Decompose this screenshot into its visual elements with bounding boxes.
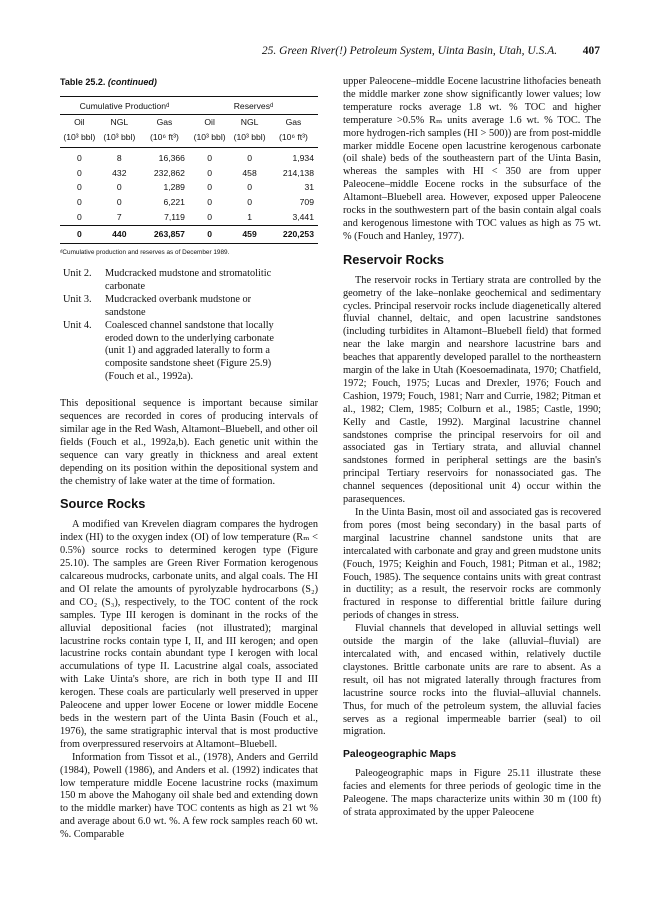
unit-list-item xyxy=(60,320,318,385)
table-group-header-row xyxy=(60,96,318,114)
unit-header: (10⁶ ft³) xyxy=(269,130,318,147)
total-cell: 0 xyxy=(189,226,230,244)
table-column-header-row xyxy=(60,114,318,129)
body-paragraph: Fluvial channels that developed in alluvial settings well outside the margin of the lake (alluvial–fluvial) are intercalated with, and encased within, relatively ductile claystones. Brittle carbonate units are rare to absent. As a result, oil has not migrated laterally through fractures from lacustrine source rocks into the fluvial–alluvial channels. Thus, for much of the petroleum system, the alluvial facies serves as a regional impermeable barrier (seal) to oil migration. xyxy=(343,623,601,738)
table-cell: 0 xyxy=(76,167,82,178)
table-cell: 1 xyxy=(247,212,252,223)
table-cell: 0 xyxy=(247,182,252,193)
table-caption-label: Table 25.2. xyxy=(60,77,106,87)
unit-label: Unit 2. xyxy=(63,267,92,279)
body-paragraph: A modified van Krevelen diagram compares the hydrogen index (HI) to the oxygen index (OI) of low temperature (Rₘ < 0.5%) source rocks to determined kerogen type (Figure 25.10). The samples are Green River Formation kerogenous calcareous mudrocks, carbonate units, and algal coals. The HI and OI relate the amounts of pyrolyzable hydrocarbons (S₂) and CO₂ (S₃), respectively, to the TOC content of the rock samples. Type III kerogen is dominant in the rocks of the alluvial depositional facies (not illustrated); marginal lacustrine rocks contain type I, II, and III kerogen; and open lacustrine rocks contain abundant type I kerogen with local accumulations of type II. Lacustrine algal coals, associated with Lake Uinta's shore, are rich in both type II and III kerogen. These coals are particularly well preserved in upper Paleocene and upper lower Eocene or lower middle Eocene beds in the western part of the Uinta Basin (Fouch et al., 1976), the same stratigraphic interval that is most productive from overpressured reservoirs at Altamont–Bluebell. xyxy=(60,519,318,750)
subsection-heading-paleogeographic-maps: Paleogeographic Maps xyxy=(343,749,457,761)
body-paragraph: Information from Tissot et al., (1978), Anders and Gerrild (1984), Powell (1986), and Anders et al. (1992) indicates that low temperature middle Eocene lacustrine rocks (maximum 150 m above the Mahogany oil shale bed and extending down to the middle marker) have TOC contents as high as 21 wt % and average about 6.0 wt. %. A few rock samples reach 60 wt. %. Comparable xyxy=(60,751,318,841)
table-cell: 1,934 xyxy=(292,152,314,163)
table-cell: 709 xyxy=(299,197,314,208)
table-cell: 7 xyxy=(116,212,122,223)
unit-description: Coalesced channel sandstone that locally eroded down to the underlying carbonate (unit 1) and aggraded laterally to form a composite sandstone sheet (Figure 25.9) (Fouch et al., 1992a). xyxy=(105,319,274,383)
total-cell: 220,253 xyxy=(269,226,318,244)
group-header-reserves: Reservesᵈ xyxy=(189,96,318,114)
table-cell: 3,441 xyxy=(292,212,314,223)
column-header: NGL xyxy=(240,116,259,127)
unit-header: (10⁶ ft³) xyxy=(140,130,189,147)
column-header: Gas xyxy=(285,116,302,127)
left-column xyxy=(60,76,318,842)
table-row xyxy=(60,195,318,210)
depositional-unit-list xyxy=(60,268,318,384)
right-column xyxy=(343,76,601,820)
total-cell: 459 xyxy=(230,226,269,244)
table-cell: 0 xyxy=(207,212,212,223)
table-cell: 0 xyxy=(116,197,122,208)
unit-label: Unit 3. xyxy=(63,293,92,305)
unit-label: Unit 4. xyxy=(63,319,92,331)
table-row xyxy=(60,180,318,195)
body-paragraph: This depositional sequence is important because similar sequences are recorded in cores of producing intervals of similar age in the Red Wash, Altamont–Bluebell, and other oil fields (Fouch et al., 1992a,b). Each genetic unit within the sequence can vary greatly in thickness and areal extent depending on its position within the depositional system and the chemistry of lake water at the time of formation. xyxy=(60,398,318,487)
table-caption-continued: (continued) xyxy=(107,77,157,87)
table-cell: 0 xyxy=(116,182,122,193)
body-paragraph: Paleogeographic maps in Figure 25.11 illustrate these facies and elements for three periods of geologic time in the Paleogene. The maps characterize units within 30 m (100 ft) of strata approximated by the upper Paleocene xyxy=(343,768,601,818)
table-cell: 0 xyxy=(207,182,212,193)
table-cell: 432 xyxy=(112,167,127,178)
group-header-production: Cumulative Productionᵈ xyxy=(60,96,189,114)
table-row xyxy=(60,210,318,225)
unit-list-item xyxy=(60,268,318,294)
table-footnote: ᵈCumulative production and reserves as of December 1989. xyxy=(60,249,230,257)
table-cell: 8 xyxy=(116,152,122,163)
section-heading-reservoir-rocks: Reservoir Rocks xyxy=(343,251,445,267)
page-number: 407 xyxy=(582,45,600,57)
unit-header: (10³ bbl) xyxy=(60,130,99,147)
table-cell: 7,119 xyxy=(164,212,185,223)
total-cell: 440 xyxy=(99,226,140,244)
body-paragraph: In the Uinta Basin, most oil and associated gas is recovered from pores (most being secondary) in the basal parts of marginal lacustrine channel sandstone units that are intercalated with carbonate and gray and green mudstone units (Fouch, 1975; Keighin and Fouch, 1981; Pitman et al., 1982; Fouch, 1985). The sequence contains units with great contrast in ductility; as a result, the reservoir rocks are commonly fractured in response to differential brittle failure during periods of changes in stress. xyxy=(343,507,601,622)
table-cell: 458 xyxy=(242,167,257,178)
column-header: NGL xyxy=(110,116,129,127)
unit-header: (10³ bbl) xyxy=(189,130,230,147)
running-head xyxy=(60,45,600,57)
unit-header: (10³ bbl) xyxy=(230,130,269,147)
table-cell: 0 xyxy=(247,152,252,163)
table-cell: 0 xyxy=(207,167,212,178)
production-reserves-table xyxy=(60,96,318,244)
table-cell: 0 xyxy=(76,212,82,223)
unit-description: Mudcracked overbank mudstone or sandstone xyxy=(105,293,252,318)
table-cell: 0 xyxy=(207,152,212,163)
table-caption xyxy=(60,76,318,89)
running-title: 25. Green River(!) Petroleum System, Uinta Basin, Utah, U.S.A. xyxy=(261,45,558,57)
table-row xyxy=(60,147,318,165)
table-cell: 0 xyxy=(76,197,82,208)
table-unit-header-row xyxy=(60,130,318,147)
unit-list-item xyxy=(60,294,318,320)
table-cell: 0 xyxy=(247,197,252,208)
body-paragraph: upper Paleocene–middle Eocene lacustrine lithofacies beneath the middle marker zone show significantly lower values; low temperature rocks average 1.8 wt. % TOC and higher temperature >0.5% Rₘ units average 1.6 wt. % TOC. The more hydrogen-rich samples (HI > 500)) are from post-middle marker middle Eocene open lacustrine kerogenous carbonate (oil shale) beds of the southeastern part of the Uinta Basin, whereas the samples with HI < 350 are from upper Paleocene–middle Eocene rocks in the subsurface of the Altamont–Bluebell area. However, exposed upper Paleocene rocks in the southwestern part of the basin contain algal coals and kerogenous limestone with TOC values as high as 75 wt. % (Fouch and Hanley, 1977). xyxy=(343,76,601,242)
table-cell: 214,138 xyxy=(282,167,314,178)
total-cell: 263,857 xyxy=(140,226,189,244)
total-cell: 0 xyxy=(60,226,99,244)
table-total-row xyxy=(60,226,318,244)
column-header: Gas xyxy=(156,116,173,127)
column-header: Oil xyxy=(204,116,215,127)
table-cell: 0 xyxy=(76,152,82,163)
table-cell: 31 xyxy=(304,182,314,193)
body-paragraph: The reservoir rocks in Tertiary strata are controlled by the geometry of the lake–nonlake geochemical and sedimentary cycles. Principal reservoir rocks include diagenetically altered fluvial channel, deltaic, and open lacustrine sandstones (including turbidites in Altamont–Bluebell field) that formed near the lake margin and nearshore lacustrine bars and beaches that apparently developed parallel to the northeastern margin of the lake in Utah (Koesoemadinata, 1970; Chatfield, 1972; Fouch, 1975; Lucas and Drexler, 1976; Fouch and Cashion, 1979; Fouch, 1981; Narr and Currie, 1982; Pitman et al., 1982; Clem, 1985; Colburn et al., 1985; Castle, 1990; Kelly and Castle, 1992). Marginal lacustrine channel sandstones comprise the principal reservoirs for oil and associated gas in Tertiary strata, and alluvial channel sandstones formed in peripheral settings are the basin's principal Tertiary reservoirs for nonassociated gas. The channel sequences (depositional unit 4) occur within the parasequences. xyxy=(343,274,601,506)
section-heading-source-rocks: Source Rocks xyxy=(60,496,146,512)
table-cell: 1,289 xyxy=(163,182,185,193)
table-cell: 0 xyxy=(76,182,82,193)
table-row xyxy=(60,166,318,181)
column-header: Oil xyxy=(74,116,85,127)
unit-header: (10³ bbl) xyxy=(99,130,140,147)
unit-description: Mudcracked mudstone and stromatolitic carbonate xyxy=(105,267,272,292)
table-cell: 6,221 xyxy=(163,197,185,208)
table-cell: 232,862 xyxy=(153,167,185,178)
table-cell: 0 xyxy=(207,197,212,208)
table-cell: 16,366 xyxy=(158,152,185,163)
